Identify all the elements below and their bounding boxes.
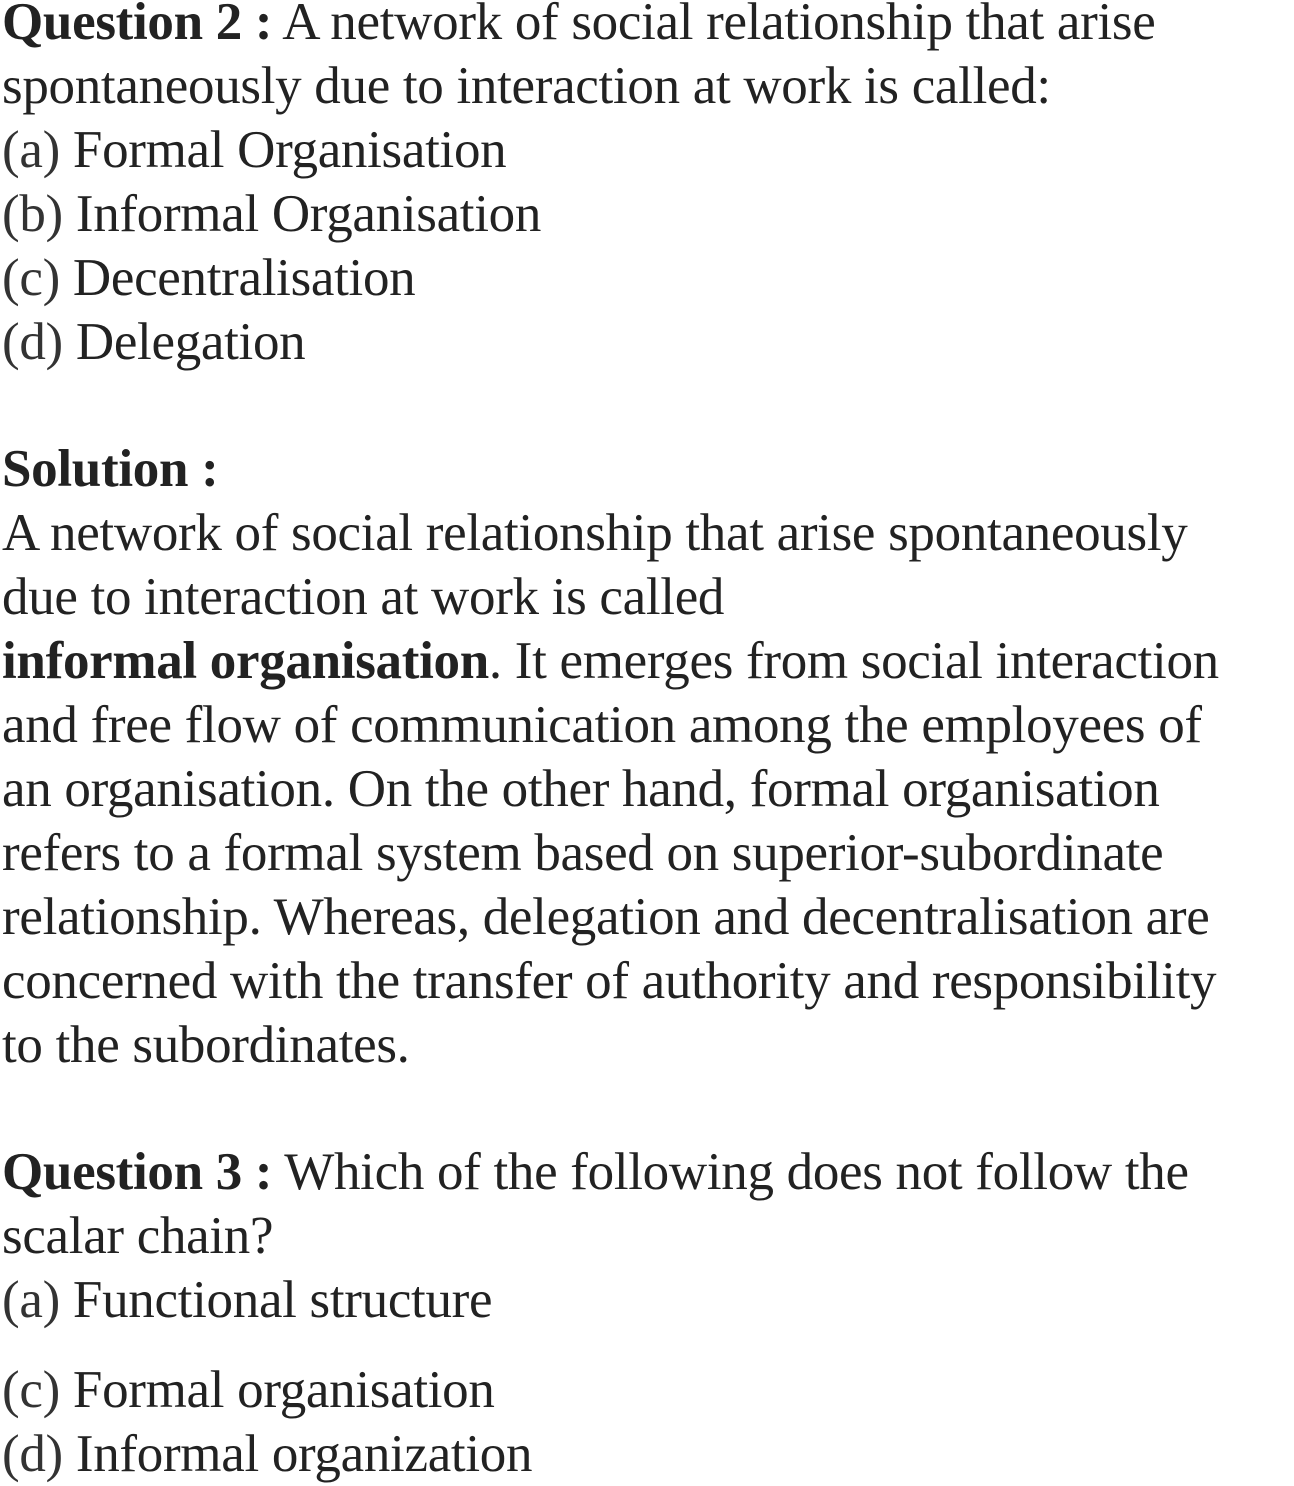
solution-line-1: A network of social relationship that arise spontaneously (2, 504, 1188, 562)
question-2-line-2: spontaneously due to interaction at work is called: (2, 57, 1051, 115)
option-key: (d) (2, 1425, 63, 1483)
option-key: (c) (2, 1361, 60, 1419)
solution-line-9: to the subordinates. (2, 1016, 410, 1074)
question-2-option-a (2, 118, 506, 182)
option-text: Formal organisation (59, 1361, 495, 1419)
option-key: (d) (2, 313, 63, 371)
solution-line-5: an organisation. On the other hand, formal organisation (2, 760, 1160, 818)
solution-line-4: and free flow of communication among the employees of (2, 696, 1202, 754)
option-text: Decentralisation (59, 249, 416, 307)
question-3-line-2: scalar chain? (2, 1207, 274, 1265)
option-key: (c) (2, 249, 60, 307)
question-3-option-a (2, 1268, 492, 1332)
option-text: Functional structure (59, 1271, 493, 1329)
option-key: (a) (2, 1271, 60, 1329)
question-2-option-d (2, 310, 305, 374)
question-3-option-d (2, 1422, 532, 1486)
solution-line-3 (2, 629, 1219, 693)
option-text: Informal Organisation (62, 185, 542, 243)
solution-line-2: due to interaction at work is called (2, 568, 725, 626)
question-3-line-1 (2, 1140, 1189, 1204)
solution-line-6: refers to a formal system based on superior-subordinate (2, 824, 1164, 882)
question-3-label: Question 3 : (2, 1143, 273, 1201)
question-2-option-b (2, 182, 541, 246)
question-3-option-c (2, 1358, 495, 1422)
option-key: (b) (2, 185, 63, 243)
option-text: Delegation (62, 313, 306, 371)
solution-answer-rest: . It emerges from social interaction (488, 632, 1219, 690)
solution-line-8: concerned with the transfer of authority and responsibility (2, 952, 1217, 1010)
solution-answer: informal organisation (2, 632, 489, 690)
question-2-line-1 (2, 0, 1155, 54)
option-text: Informal organization (62, 1425, 533, 1483)
option-key: (a) (2, 121, 60, 179)
question-2-text: A network of social relationship that arise (272, 0, 1156, 51)
question-3-text: Which of the following does not follow the (272, 1143, 1189, 1201)
option-text: Formal Organisation (59, 121, 507, 179)
solution-line-7: relationship. Whereas, delegation and decentralisation are (2, 888, 1210, 946)
question-2-option-c (2, 246, 415, 310)
solution-heading: Solution : (2, 440, 219, 498)
question-2-label: Question 2 : (2, 0, 273, 51)
